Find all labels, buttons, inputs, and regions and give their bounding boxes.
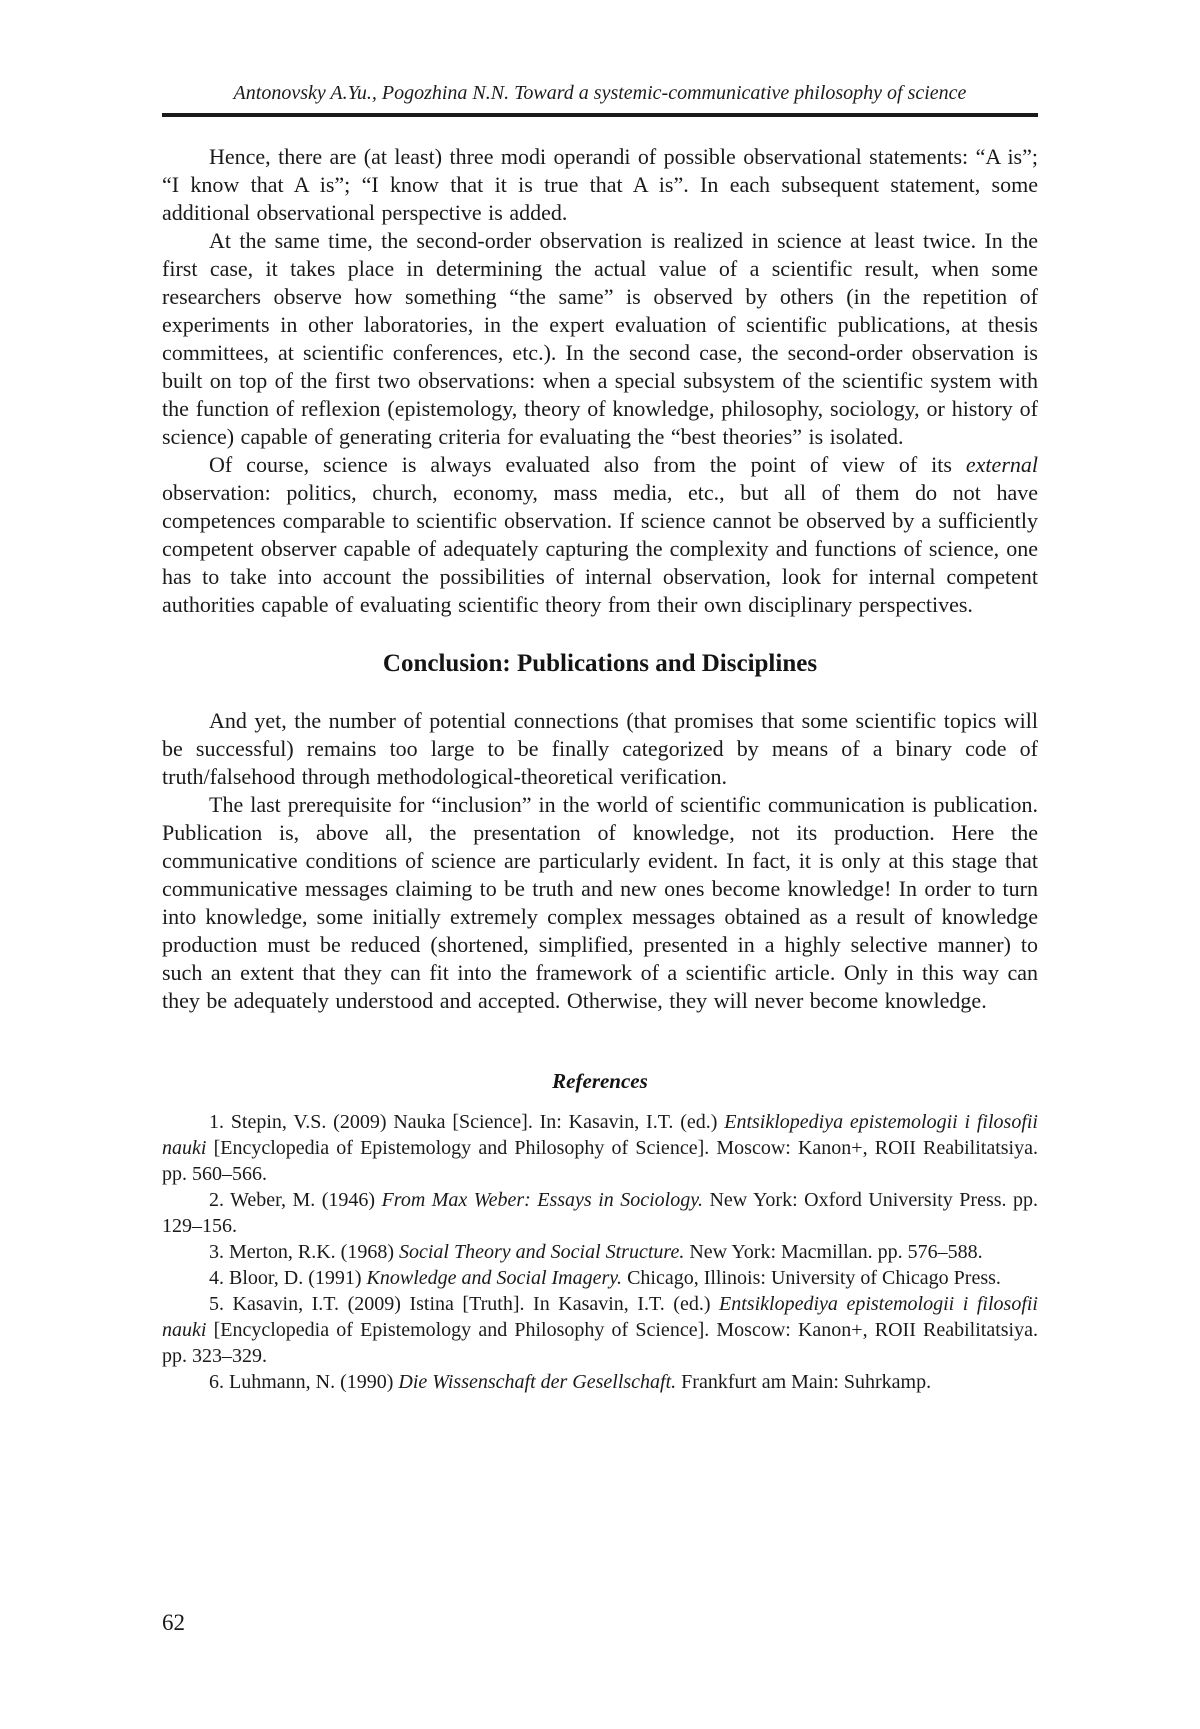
text-run: observation: politics, church, economy, mass media, etc., but all of them do not have competences comparable to scientific observation. If science cannot be observed by a sufficiently competent observer capable of adequately capturing the complexity and functions of science, one has to take into account the possibilities of internal observation, look for internal competent authorities capable of evaluating scientific theory from their own disciplinary perspectives.	[162, 480, 1038, 617]
text-run: 1. Stepin, V.S. (2009) Nauka [Science]. In: Kasavin, I.T. (ed.)	[209, 1111, 725, 1133]
text-run: Of course, science is always evaluated also from the point of view of its	[209, 452, 966, 477]
text-run: Hence, there are (at least) three modi operandi of possible observational statements: “A is”; “I know that A is”; “I know that it is true that A is”. In each subsequent statement, some additional observational perspective is added.	[162, 144, 1038, 225]
text-run: [Encyclopedia of Epistemology and Philosophy of Science]. Moscow: Kanon+, ROII Reabilitatsiya. pp. 560–566.	[162, 1137, 1038, 1185]
reference-item	[162, 1109, 1038, 1187]
paragraph	[162, 143, 1038, 227]
text-run: New York: Macmillan. pp. 576–588.	[684, 1241, 983, 1263]
reference-item	[162, 1187, 1038, 1239]
text-run: 6. Luhmann, N. (1990)	[209, 1371, 399, 1393]
header-rule-divider	[162, 113, 1038, 117]
paragraph	[162, 451, 1038, 619]
page-number: 62	[162, 1610, 185, 1635]
text-run: New York: Oxford University Press. pp. 129–156.	[162, 1189, 1038, 1237]
text-run: Frankfurt am Main: Suhrkamp.	[676, 1371, 932, 1393]
italic-text-run: Social Theory and Social Structure.	[398, 1241, 685, 1263]
reference-item	[162, 1239, 1038, 1265]
italic-text-run: From Max Weber: Essays in Sociology.	[381, 1189, 703, 1211]
text-column	[162, 0, 1038, 1395]
reference-item	[162, 1265, 1038, 1291]
italic-text-run: external	[965, 452, 1038, 477]
text-run: The last prerequisite for “inclusion” in the world of scientific communication is publication. Publication is, above all, the presentation of knowledge, not its production. Here the communicative conditions of science are particularly evident. In fact, it is only at this stage that communicative messages claiming to be truth and new ones become knowledge! In order to turn into knowledge, some initially extremely complex messages obtained as a result of knowledge production must be reduced (shortened, simplified, presented in a highly selective manner) to such an extent that they can fit into the framework of a scientific article. Only in this way can they be adequately understood and accepted. Otherwise, they will never become knowledge.	[162, 792, 1038, 1013]
text-run: And yet, the number of potential connections (that promises that some scientific topics will be successful) remains too large to be finally categorized by means of a binary code of truth/falsehood through methodological-theoretical verification.	[162, 708, 1038, 789]
reference-item	[162, 1291, 1038, 1369]
conclusion-paragraphs	[162, 707, 1038, 1015]
paragraph	[162, 707, 1038, 791]
running-header: Antonovsky A.Yu., Pogozhina N.N. Toward a systemic-communicative philosophy of science	[233, 82, 967, 104]
intro-paragraphs	[162, 143, 1038, 619]
paragraph	[162, 791, 1038, 1015]
italic-text-run: Entsiklopediya epistemologii i filosofii nauki	[162, 1293, 1038, 1341]
text-run: 4. Bloor, D. (1991)	[209, 1267, 367, 1289]
text-run: 3. Merton, R.K. (1968)	[209, 1241, 399, 1263]
text-run: 5. Kasavin, I.T. (2009) Istina [Truth]. In Kasavin, I.T. (ed.)	[209, 1293, 720, 1315]
section-heading-conclusion: Conclusion: Publications and Disciplines	[382, 650, 818, 677]
references-list	[162, 1109, 1038, 1395]
italic-text-run: Entsiklopediya epistemologii i filosofii nauki	[162, 1111, 1038, 1159]
text-run: [Encyclopedia of Epistemology and Philosophy of Science]. Moscow: Kanon+, ROII Reabilitatsiya. pp. 323–329.	[162, 1319, 1038, 1367]
reference-item	[162, 1369, 1038, 1395]
italic-text-run: Knowledge and Social Imagery.	[366, 1267, 623, 1289]
text-run: 2. Weber, M. (1946)	[209, 1189, 382, 1211]
references-heading: References	[552, 1069, 648, 1093]
italic-text-run: Die Wissenschaft der Gesellschaft.	[398, 1371, 677, 1393]
text-run: At the same time, the second-order observation is realized in science at least twice. In the first case, it takes place in determining the actual value of a scientific result, when some researchers observe how something “the same” is observed by others (in the repetition of experiments in other laboratories, in the expert evaluation of scientific publications, at thesis committees, at scientific conferences, etc.). In the second case, the second-order observation is built on top of the first two observations: when a special subsystem of the scientific system with the function of reflexion (epistemology, theory of knowledge, philosophy, sociology, or history of science) capable of generating criteria for evaluating the “best theories” is isolated.	[162, 228, 1038, 449]
text-run: Chicago, Illinois: University of Chicago Press.	[622, 1267, 1001, 1289]
paragraph	[162, 227, 1038, 451]
